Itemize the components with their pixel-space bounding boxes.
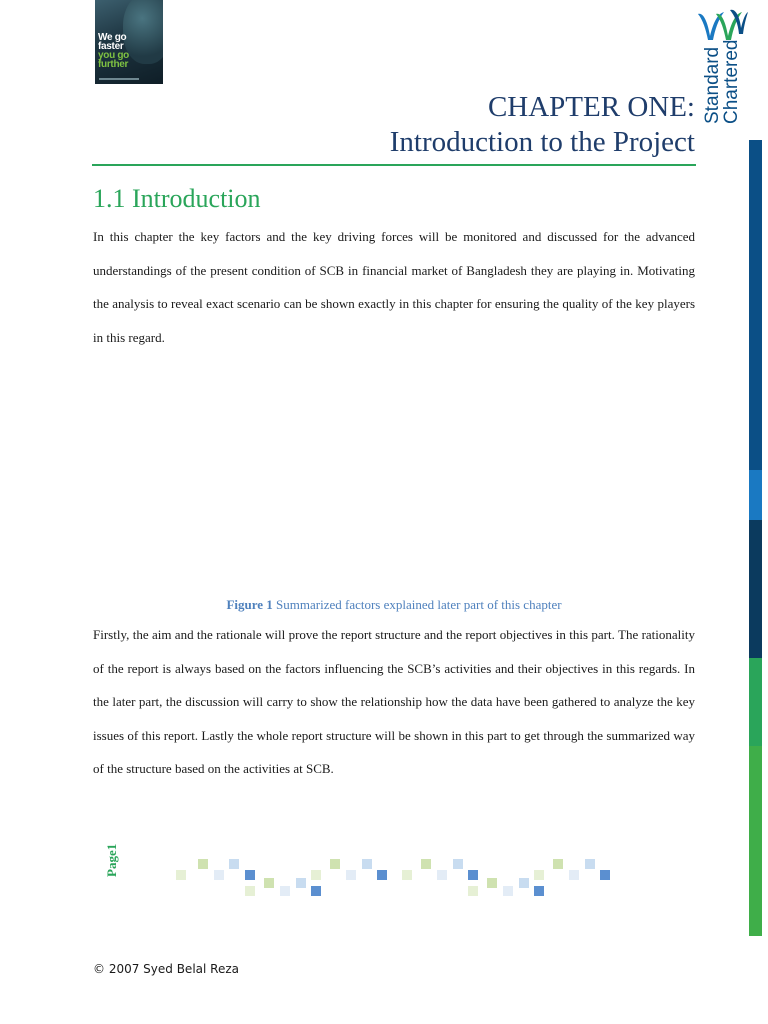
chapter-heading: [390, 90, 695, 160]
logo-wordmark: [703, 40, 741, 125]
decor-square: [311, 886, 321, 896]
promo-line-4: further: [98, 59, 129, 70]
side-color-bar: [749, 140, 762, 936]
section-title: 1.1 Introduction: [93, 184, 261, 213]
decor-square: [280, 886, 290, 896]
decor-square: [296, 878, 306, 888]
promo-line-2: faster: [98, 41, 124, 52]
promo-figure: [123, 0, 163, 64]
decor-square: [229, 859, 239, 869]
promo-line-3: you go: [98, 50, 129, 61]
page-number: Page1: [104, 843, 119, 877]
paragraph-intro: In this chapter the key factors and the key driving forces will be monitored and discussed for the advanced understandings of the present condition of SCB in financial market of Bangladesh they are playing in. Motivating the analysis to reveal exact scenario can be shown exactly in this chapter for ensuring the quality of the key players in this regard.: [93, 229, 695, 345]
logo-word-chartered: Chartered: [721, 39, 742, 124]
figure-caption: [93, 597, 695, 613]
decor-square: [330, 859, 340, 869]
decor-square: [311, 870, 321, 880]
decor-square: [585, 859, 595, 869]
side-bar-segment: [749, 470, 762, 520]
decor-square: [245, 886, 255, 896]
decorative-squares: [176, 856, 616, 900]
decor-square: [346, 870, 356, 880]
paragraph-structure: Firstly, the aim and the rationale will prove the report structure and the report objectives in this part. The rationality of the report is always based on the factors influencing the SCB’s activities and their objectives in this regards. In the later part, the discussion will carry to show the relationship how the data have been gathered to analyze the key issues of this report. Lastly the whole report structure will be shown in this part to get through the summarized way of the structure based on the activities at SCB.: [93, 627, 695, 776]
decor-square: [453, 859, 463, 869]
side-bar-segment: [749, 658, 762, 746]
decor-square: [264, 878, 274, 888]
side-bar-segment: [749, 746, 762, 936]
decor-square: [245, 870, 255, 880]
decor-square: [487, 878, 497, 888]
footer-copyright: © 2007 Syed Belal Reza: [93, 962, 239, 976]
promo-fineprint: [99, 78, 139, 80]
chapter-heading-line-2: Introduction to the Project: [389, 126, 695, 158]
decor-square: [553, 859, 563, 869]
decor-square: [377, 870, 387, 880]
decor-square: [362, 859, 372, 869]
decor-square: [176, 870, 186, 880]
side-bar-segment: [749, 140, 762, 470]
promo-line-1: We go: [98, 32, 127, 43]
chapter-heading-line-1: CHAPTER ONE:: [487, 91, 695, 123]
decor-square: [421, 859, 431, 869]
decor-square: [600, 870, 610, 880]
decor-square: [437, 870, 447, 880]
decor-square: [214, 870, 224, 880]
figure-caption-text: Summarized factors explained later part of this chapter: [272, 597, 562, 612]
side-bar-segment: [749, 520, 762, 658]
decor-square: [503, 886, 513, 896]
decor-square: [468, 870, 478, 880]
decor-square: [402, 870, 412, 880]
logo-word-standard: Standard: [702, 46, 723, 124]
promo-image: [95, 0, 163, 84]
figure-label: Figure 1: [226, 597, 273, 612]
heading-divider: [92, 164, 696, 166]
promo-text: [98, 33, 129, 69]
decor-square: [534, 886, 544, 896]
decor-square: [519, 878, 529, 888]
decor-square: [468, 886, 478, 896]
decor-square: [198, 859, 208, 869]
decor-square: [569, 870, 579, 880]
decor-square: [534, 870, 544, 880]
